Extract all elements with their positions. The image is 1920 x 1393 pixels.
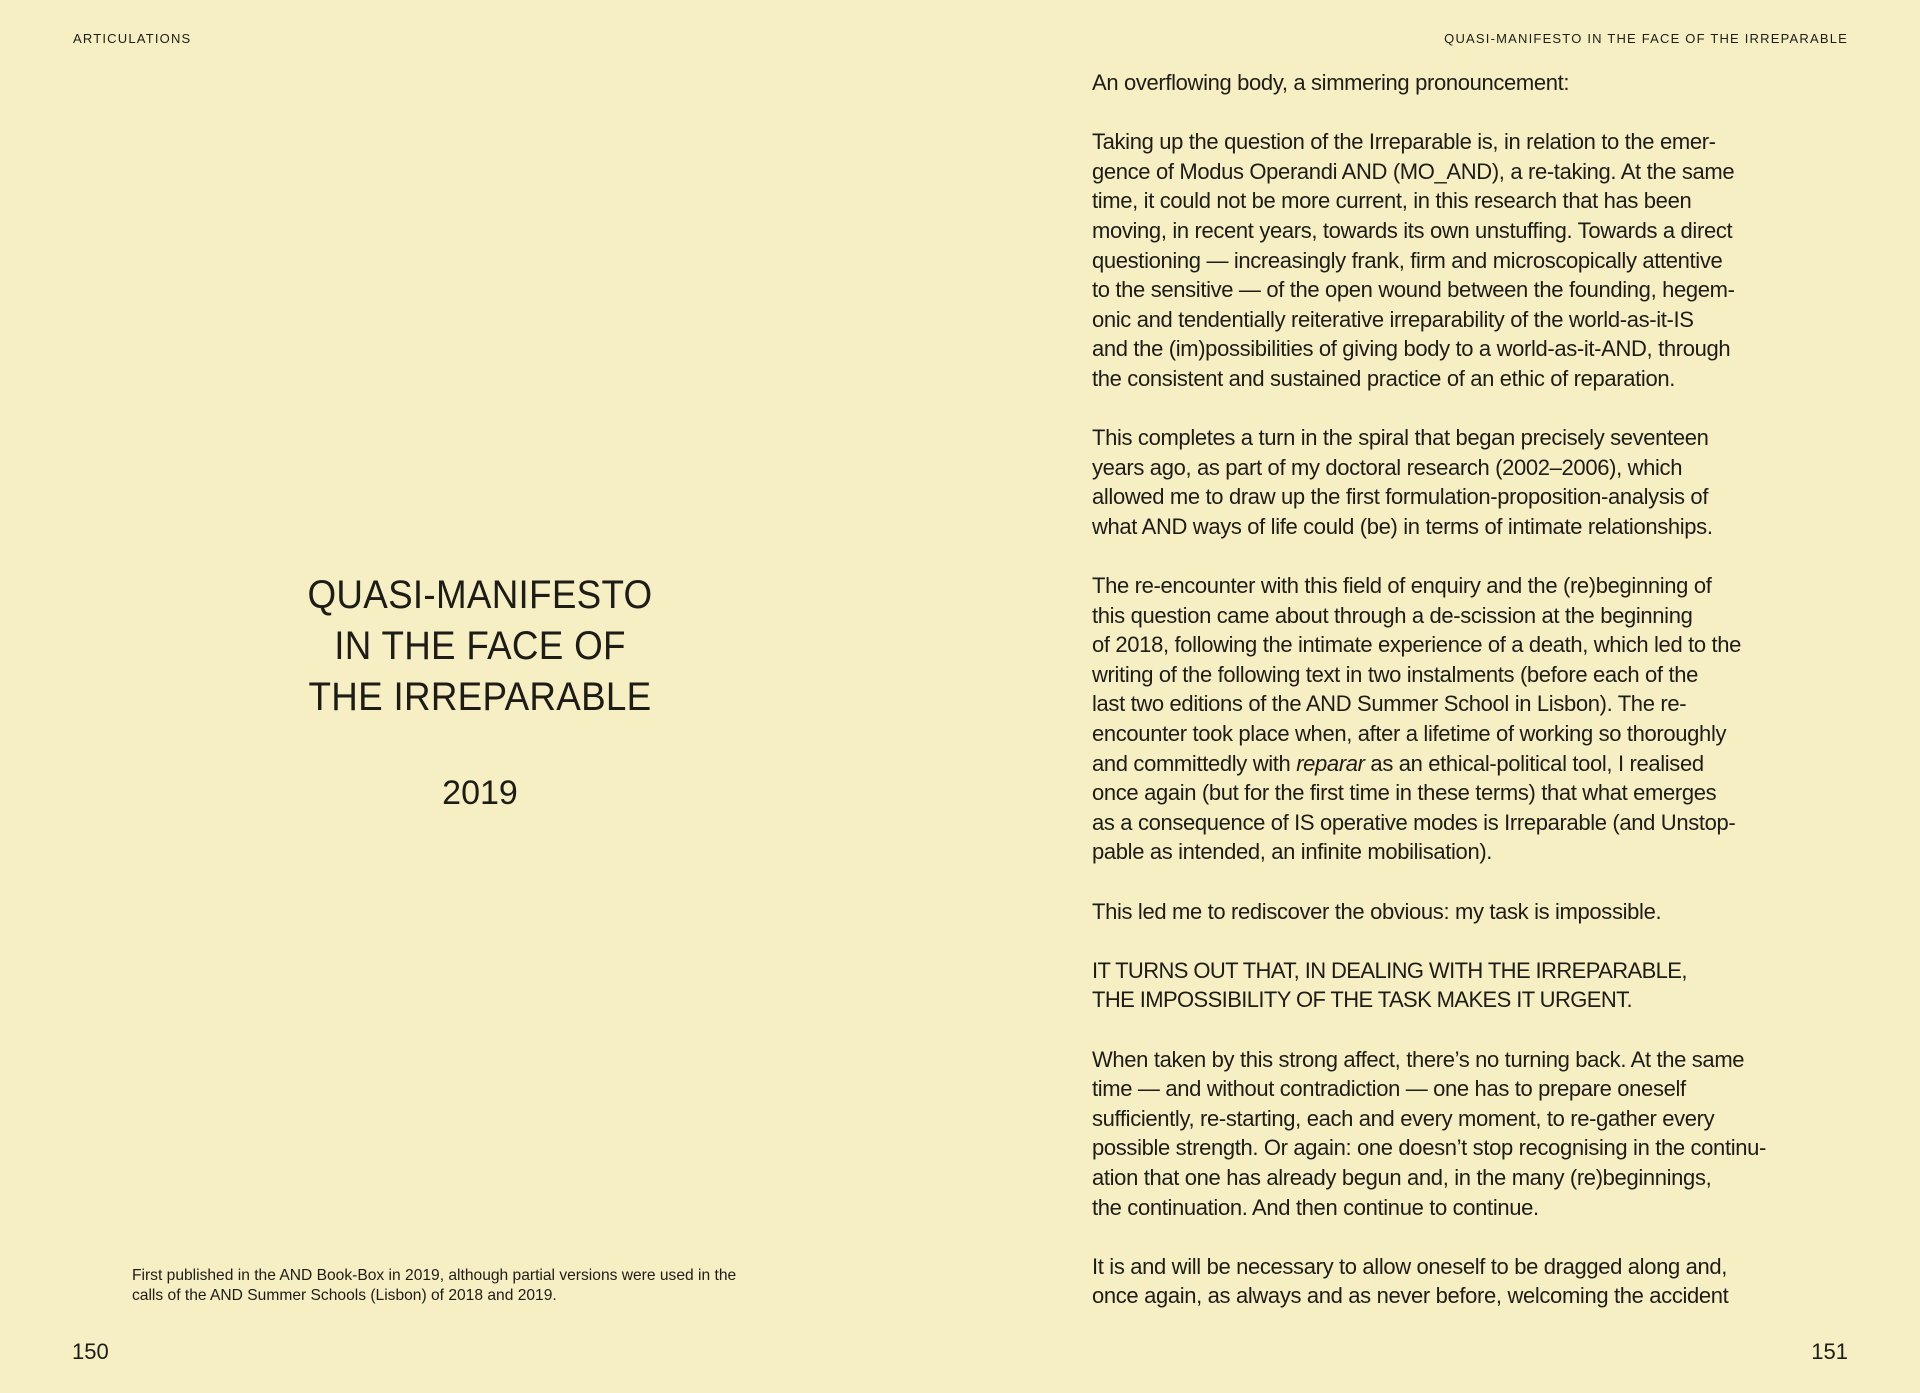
text-line: allowed me to draw up the first formulation-proposition-analysis of xyxy=(1092,484,1709,510)
text-line: An overflowing body, a simmering pronouncement: xyxy=(1092,70,1570,95)
body-paragraph xyxy=(1092,571,1792,867)
text-line: the consistent and sustained practice of an ethic of reparation. xyxy=(1092,365,1675,391)
text-line: THE IMPOSSIBILITY OF THE TASK MAKES IT URGENT. xyxy=(1092,987,1633,1013)
text-line: as a consequence of IS operative modes is Irreparable (and Unstop- xyxy=(1092,809,1736,835)
text-line: ation that one has already begun and, in the many (re)beginnings, xyxy=(1092,1164,1712,1190)
footnote-line: First published in the AND Book-Box in 2019, although partial versions were used in the xyxy=(132,1267,737,1284)
text-line: It is and will be necessary to allow oneself to be dragged along and, xyxy=(1092,1253,1728,1279)
chapter-title-line: QUASI-MANIFESTO xyxy=(307,573,653,617)
chapter-title-block xyxy=(230,570,730,813)
text-line: once again (but for the first time in these terms) that what emerges xyxy=(1092,780,1717,806)
text-line: time, it could not be more current, in this research that has been xyxy=(1092,188,1692,214)
body-paragraph xyxy=(1092,1252,1792,1311)
footnote-line: calls of the AND Summer Schools (Lisbon) of 2018 and 2019. xyxy=(132,1287,557,1304)
body-paragraph xyxy=(1092,423,1792,541)
text-line: writing of the following text in two instalments (before each of the xyxy=(1092,661,1698,687)
text-line: possible strength. Or again: one doesn’t stop recognising in the continu- xyxy=(1092,1135,1766,1161)
text-line: Taking up the question of the Irreparable is, in relation to the emer- xyxy=(1092,129,1716,155)
page-number-left: 150 xyxy=(72,1339,109,1364)
text-line: last two editions of the AND Summer School in Lisbon). The re- xyxy=(1092,691,1687,717)
running-head-right: QUASI-MANIFESTO IN THE FACE OF THE IRREPARABLE xyxy=(1444,31,1848,46)
text-line: this question came about through a de-scission at the beginning xyxy=(1092,602,1693,628)
text-line: time — and without contradiction — one has to prepare oneself xyxy=(1092,1076,1686,1102)
chapter-year: 2019 xyxy=(442,774,518,812)
text-line: When taken by this strong affect, there’s no turning back. At the same xyxy=(1092,1046,1745,1072)
body-paragraph xyxy=(1092,68,1792,98)
text-line: IT TURNS OUT THAT, IN DEALING WITH THE IRREPARABLE, xyxy=(1092,957,1687,983)
italic-term: reparar xyxy=(1296,750,1365,776)
body-paragraph xyxy=(1092,897,1792,927)
text-line: This led me to rediscover the obvious: my task is impossible. xyxy=(1092,898,1662,924)
page-number-right: 151 xyxy=(1811,1339,1848,1364)
emphasis-paragraph xyxy=(1092,956,1792,1015)
text-line: questioning — increasingly frank, firm and microscopically attentive xyxy=(1092,247,1723,273)
text-line: and the (im)possibilities of giving body to a world-as-it-AND, through xyxy=(1092,336,1731,362)
text-line: the continuation. And then continue to continue. xyxy=(1092,1194,1539,1220)
text-line: and committedly with reparar as an ethical-political tool, I realised xyxy=(1092,750,1704,776)
chapter-title-line: THE IRREPARABLE xyxy=(308,675,652,719)
publication-footnote xyxy=(132,1266,832,1306)
chapter-title-line: IN THE FACE OF xyxy=(334,624,626,668)
text-line: what AND ways of life could (be) in terms of intimate relationships. xyxy=(1092,513,1713,539)
text-line: onic and tendentially reiterative irreparability of the world-as-it-IS xyxy=(1092,306,1694,332)
body-paragraph xyxy=(1092,127,1792,393)
text-line: encounter took place when, after a lifetime of working so thoroughly xyxy=(1092,721,1727,747)
text-line: to the sensitive — of the open wound between the founding, hegem- xyxy=(1092,277,1735,303)
text-line: moving, in recent years, towards its own unstuffing. Towards a direct xyxy=(1092,217,1733,243)
text-line: This completes a turn in the spiral that began precisely seventeen xyxy=(1092,425,1709,451)
text-line: of 2018, following the intimate experience of a death, which led to the xyxy=(1092,632,1742,658)
text-line: sufficiently, re-starting, each and every moment, to re-gather every xyxy=(1092,1105,1715,1131)
text-line: pable as intended, an infinite mobilisation). xyxy=(1092,839,1493,865)
body-paragraph xyxy=(1092,1045,1792,1223)
running-head-left: ARTICULATIONS xyxy=(73,31,192,46)
body-text xyxy=(1092,68,1792,1341)
text-line: years ago, as part of my doctoral research (2002–2006), which xyxy=(1092,454,1683,480)
text-line: The re-encounter with this field of enquiry and the (re)beginning of xyxy=(1092,573,1712,599)
text-line: once again, as always and as never before, welcoming the accident xyxy=(1092,1283,1729,1309)
text-line: gence of Modus Operandi AND (MO_AND), a re-taking. At the same xyxy=(1092,158,1735,184)
